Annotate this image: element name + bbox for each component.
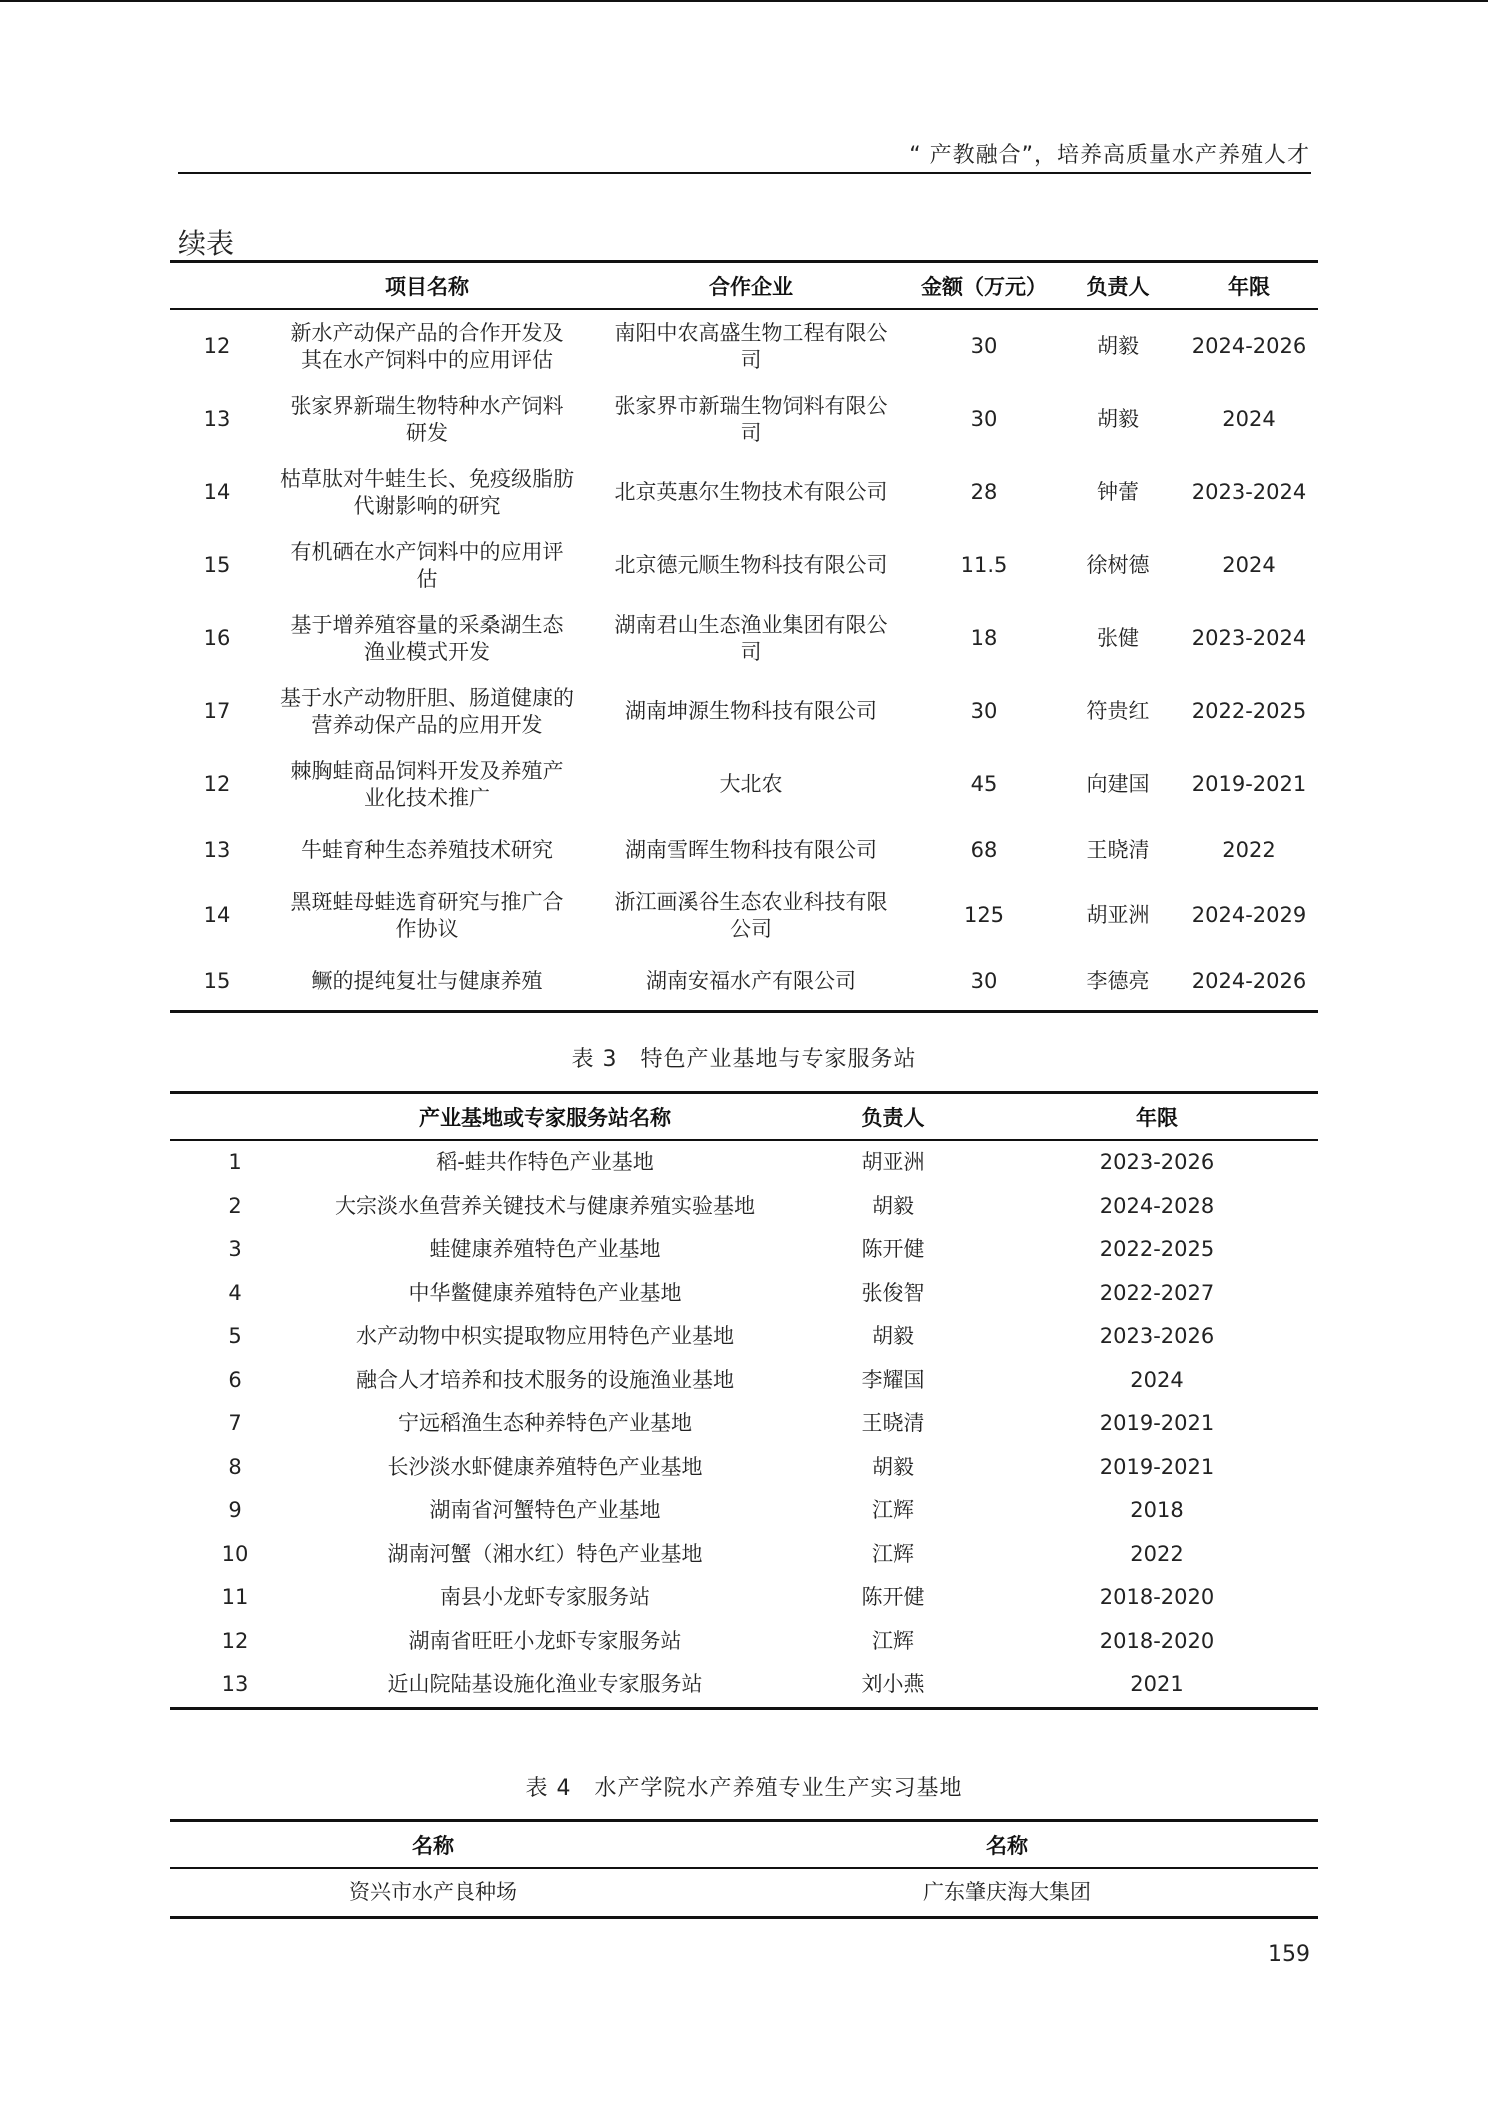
table4	[170, 1819, 1318, 1919]
table-cell: 江辉	[872, 1541, 914, 1566]
table-cell: 湖南河蟹（湘水红）特色产业基地	[387, 1541, 703, 1566]
table-cell: 2021	[996, 1663, 1318, 1708]
table-cell: 3	[228, 1237, 242, 1262]
table-cell: 长沙淡水虾健康养殖特色产业基地	[387, 1454, 703, 1479]
table-cell: 湖南安福水产有限公司	[590, 952, 912, 1012]
table-row	[170, 456, 1318, 529]
table-cell: 5	[228, 1324, 242, 1349]
table-cell: 钟蕾	[1097, 480, 1139, 504]
table-row	[170, 1402, 1318, 1446]
table-cell: 大宗淡水鱼营养关键技术与健康养殖实验基地	[335, 1193, 755, 1218]
column-header-name-left: 名称	[170, 1821, 696, 1869]
table-cell: 大北农	[719, 772, 783, 796]
table-cell: 30	[912, 952, 1056, 1012]
running-header: “ 产教融合”，培养高质量水产养殖人才	[909, 143, 1310, 168]
table-row	[170, 383, 1318, 456]
table-row	[170, 1185, 1318, 1229]
table-header-row	[170, 262, 1318, 310]
table-cell: 广东肇庆海大集团	[696, 1868, 1318, 1918]
table-cell: 2024-2028	[1099, 1193, 1215, 1218]
table-cell: 湖南省河蟹特色产业基地	[429, 1498, 661, 1523]
table-row	[170, 1663, 1318, 1708]
table-cell: 李德亮	[1056, 952, 1180, 1012]
table-cell: 湖南雪晖生物科技有限公司	[625, 837, 877, 862]
table-cell: 胡毅	[1097, 334, 1139, 358]
table-cell: 融合人才培养和技术服务的设施渔业基地	[356, 1367, 734, 1392]
table-cell: 28	[970, 480, 998, 504]
table-cell: 2024-2029	[1191, 903, 1307, 927]
column-header-project: 项目名称	[264, 262, 590, 310]
table-cell: 1	[228, 1150, 242, 1175]
table-cell: 12	[203, 334, 231, 358]
column-header-name-right: 名称	[696, 1821, 1318, 1869]
table-row	[170, 821, 1318, 879]
page-number: 159	[1268, 1942, 1310, 1967]
header-rule	[178, 172, 1311, 174]
table-continued	[170, 260, 1318, 1013]
table-header-row	[170, 1821, 1318, 1869]
table-cell: 11.5	[960, 553, 1008, 577]
table-cell: 2024	[1130, 1367, 1184, 1392]
table-row	[170, 879, 1318, 952]
table-cell: 2019-2021	[1191, 772, 1307, 796]
table-cell: 12	[203, 772, 231, 796]
table-cell: 鳜的提纯复壮与健康养殖	[264, 952, 590, 1012]
table-cell: 8	[228, 1454, 242, 1479]
table-cell: 湖南省旺旺小龙虾专家服务站	[408, 1628, 682, 1653]
table-cell: 2019-2021	[1099, 1411, 1215, 1436]
column-header-period: 年限	[1180, 262, 1318, 310]
table-row	[170, 1446, 1318, 1490]
table-cell: 30	[970, 699, 998, 723]
table-cell: 符贵红	[1086, 699, 1150, 723]
table-cell: 棘胸蛙商品饲料开发及养殖产 业化技术推广	[290, 758, 564, 810]
table-cell: 12	[221, 1628, 249, 1653]
column-header-period: 年限	[996, 1093, 1318, 1141]
table-cell: 湖南君山生态渔业集团有限公 司	[614, 612, 888, 664]
continued-caption: 续表	[178, 227, 235, 260]
table-cell: 胡亚洲	[1086, 903, 1150, 927]
table3	[170, 1091, 1318, 1710]
table-cell: 45	[970, 772, 998, 796]
table-cell: 2022-2027	[1099, 1280, 1215, 1305]
table-cell: 17	[203, 699, 231, 723]
table-cell: 南县小龙虾专家服务站	[440, 1585, 650, 1610]
table-cell: 蛙健康养殖特色产业基地	[429, 1237, 661, 1262]
table-row	[170, 1228, 1318, 1272]
table-cell: 2023-2026	[1099, 1324, 1215, 1349]
table-row	[170, 602, 1318, 675]
table-cell: 湖南坤源生物科技有限公司	[625, 699, 877, 723]
table-cell: 13	[203, 837, 231, 862]
table-row	[170, 1576, 1318, 1620]
table-cell: 向建国	[1086, 772, 1150, 796]
table-cell: 2023-2024	[1191, 626, 1307, 650]
table-cell: 2022	[1222, 837, 1276, 862]
table-cell: 江辉	[872, 1498, 914, 1523]
table-cell: 2024	[1222, 407, 1276, 431]
table-cell: 枯草肽对牛蛙生长、免疫级脂肪 代谢影响的研究	[280, 466, 574, 518]
table-cell: 胡毅	[872, 1193, 914, 1218]
table-cell: 宁远稻渔生态种养特色产业基地	[398, 1411, 692, 1436]
table-cell: 江辉	[872, 1628, 914, 1653]
table-cell: 15	[170, 952, 264, 1012]
table-cell: 11	[221, 1585, 249, 1610]
column-header-leader: 负责人	[790, 1093, 996, 1141]
table-cell: 14	[203, 480, 231, 504]
table-cell: 18	[970, 626, 998, 650]
table-cell: 2022-2025	[1099, 1237, 1215, 1262]
table-cell: 刘小燕	[790, 1663, 996, 1708]
table-cell: 16	[203, 626, 231, 650]
table-cell: 2022	[1130, 1541, 1184, 1566]
table-cell: 胡毅	[872, 1324, 914, 1349]
table-cell: 牛蛙育种生态养殖技术研究	[301, 837, 553, 862]
table-cell: 中华鳖健康养殖特色产业基地	[408, 1280, 682, 1305]
table-row	[170, 952, 1318, 1012]
table-cell: 张健	[1097, 626, 1139, 650]
table-cell: 张家界市新瑞生物饲料有限公 司	[614, 393, 888, 445]
table-cell: 2024-2026	[1180, 952, 1318, 1012]
table-cell: 有机硒在水产饲料中的应用评 估	[290, 539, 564, 591]
table-cell: 资兴市水产良种场	[170, 1868, 696, 1918]
table-cell: 2018-2020	[1099, 1628, 1215, 1653]
table-cell: 北京英惠尔生物技术有限公司	[614, 480, 888, 504]
table-cell: 10	[221, 1541, 249, 1566]
table-cell: 4	[228, 1280, 242, 1305]
column-header-index	[170, 262, 264, 310]
table-cell: 2023-2026	[1099, 1150, 1215, 1175]
table-cell: 胡毅	[872, 1454, 914, 1479]
table-cell: 稻-蛙共作特色产业基地	[436, 1150, 654, 1175]
column-header-amount: 金额（万元）	[912, 262, 1056, 310]
table-row	[170, 1315, 1318, 1359]
table-cell: 陈开健	[861, 1585, 925, 1610]
table-cell: 基于增养殖容量的采桑湖生态 渔业模式开发	[290, 612, 564, 664]
table-cell: 张俊智	[861, 1280, 925, 1305]
table-header-row	[170, 1093, 1318, 1141]
table-cell: 徐树德	[1086, 553, 1150, 577]
table4-caption: 表 4 水产学院水产养殖专业生产实习基地	[525, 1776, 963, 1801]
table-cell: 2019-2021	[1099, 1454, 1215, 1479]
column-header-leader: 负责人	[1056, 262, 1180, 310]
table-cell: 2023-2024	[1191, 480, 1307, 504]
table-row	[170, 1272, 1318, 1316]
table-cell: 6	[228, 1367, 242, 1392]
table-cell: 15	[203, 553, 231, 577]
table-cell: 2024	[1222, 553, 1276, 577]
table-cell: 7	[228, 1411, 242, 1436]
table-cell: 2018	[1130, 1498, 1184, 1523]
table-cell: 13	[170, 1663, 300, 1708]
table-cell: 125	[963, 903, 1005, 927]
table-cell: 30	[970, 407, 998, 431]
table-cell: 2024-2026	[1191, 334, 1307, 358]
table-cell: 近山院陆基设施化渔业专家服务站	[300, 1663, 790, 1708]
table-cell: 胡毅	[1097, 407, 1139, 431]
table-cell: 李耀国	[861, 1367, 925, 1392]
table-cell: 南阳中农高盛生物工程有限公 司	[614, 320, 888, 372]
table-cell: 新水产动保产品的合作开发及 其在水产饲料中的应用评估	[290, 320, 564, 372]
table-row	[170, 1489, 1318, 1533]
table-cell: 张家界新瑞生物特种水产饲料 研发	[290, 393, 564, 445]
table-row	[170, 309, 1318, 383]
table-row	[170, 675, 1318, 748]
table-cell: 黑斑蛙母蛙选育研究与推广合 作协议	[290, 889, 564, 941]
table-cell: 陈开健	[861, 1237, 925, 1262]
table-cell: 14	[203, 903, 231, 927]
table-row	[170, 529, 1318, 602]
table3-caption: 表 3 特色产业基地与专家服务站	[571, 1047, 917, 1072]
column-header-base-name: 产业基地或专家服务站名称	[300, 1093, 790, 1141]
column-header-company: 合作企业	[590, 262, 912, 310]
table-cell: 13	[203, 407, 231, 431]
table-cell: 2	[228, 1193, 242, 1218]
table-row	[170, 1533, 1318, 1577]
table-row	[170, 1140, 1318, 1185]
table-row	[170, 1359, 1318, 1403]
table-row	[170, 1620, 1318, 1664]
table-cell: 68	[970, 837, 998, 862]
table-cell: 2022-2025	[1191, 699, 1307, 723]
table-row	[170, 748, 1318, 821]
table-cell: 浙江画溪谷生态农业科技有限 公司	[614, 889, 888, 941]
column-header-index	[170, 1093, 300, 1141]
table-cell: 王晓清	[1086, 837, 1150, 862]
table-row	[170, 1868, 1318, 1918]
table-cell: 水产动物中枳实提取物应用特色产业基地	[356, 1324, 734, 1349]
table-cell: 基于水产动物肝胆、肠道健康的 营养动保产品的应用开发	[280, 685, 574, 737]
table-cell: 王晓清	[861, 1411, 925, 1436]
page-top-rule	[0, 0, 1488, 2]
table-cell: 胡亚洲	[861, 1150, 925, 1175]
table-cell: 30	[970, 334, 998, 358]
table-cell: 9	[228, 1498, 242, 1523]
table-cell: 北京德元顺生物科技有限公司	[614, 553, 888, 577]
table-cell: 2018-2020	[1099, 1585, 1215, 1610]
